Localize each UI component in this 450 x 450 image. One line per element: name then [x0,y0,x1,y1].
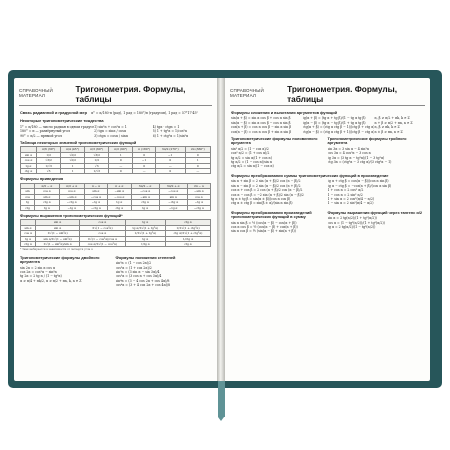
table-cell: 1/√3 [85,169,109,174]
addition-right [374,116,424,134]
table-cell: −cos α [159,189,187,194]
addition-title: Формулы сложения и вычитания аргументов функций [231,110,338,115]
table-cell: −cos α [108,194,131,199]
column-header: π/2 + α [59,183,84,188]
addition-left [231,116,303,134]
table-cell: 0 [155,158,185,163]
formula-line: sin α cos β = ½ (sin(α − β) + sin(α + β)) [231,229,296,234]
table-cell: tg α [21,163,37,168]
table-cell: −tg α [84,200,107,205]
formula-line: sin(α + β) = sin α cos β + cos α sin β [231,116,291,121]
reduction-table [20,183,211,211]
table-cell: tg α [131,205,159,210]
formula-line: cos⁴α = (3 + 4 cos 2α + cos 4α)/8 [115,283,171,288]
formula-line: 90° = π/2 — прямой угол [20,133,62,138]
table-cell: sin α [21,225,36,230]
table-cell: −sin α [108,189,131,194]
identities-block [20,125,211,138]
table-cell: 1 [61,169,85,174]
column-header: sin α [36,220,80,225]
right-page-header [230,84,425,106]
table-cell: ctg α [34,200,59,205]
column-header: cos α [80,220,126,225]
column-header: π + α [108,183,131,188]
table-cell: ±√(1 − cos²α) [80,225,126,230]
table-cell: ctg α/±√(1 + ctg²α) [166,231,211,236]
column-header: 3π/2 (270°) [155,147,185,152]
table-cell: 1/±√(1 + ctg²α) [166,225,211,230]
formula-line: tg α = 2 tg(α/2)/(1 − tg²(α/2)) [327,224,376,229]
table-cell: sin [21,189,35,194]
column-header: π/4 (45°) [61,147,85,152]
identities-title: Некоторые тригонометрические тождества [20,118,104,124]
column-header: π/2 (90°) [109,147,133,152]
formula-line: tg 3α = (3 tg α − tg³α)/(1 − 3 tg²α) [327,155,385,160]
table-cell: 0 [109,169,133,174]
table-cell: −tg α [187,200,210,205]
formula-line: cos 2α = cos²α − sin²α [20,269,57,274]
table-cell: tg [21,200,35,205]
table-cell: 0 [133,163,156,168]
table-cell: tg α/±√(1 + tg²α) [125,225,165,230]
formula-line: cos 3α = 4 cos³α − 3 cos α [327,151,371,156]
table-cell: √3 [37,169,61,174]
table-cell: ±√(1 − cos²α)/cos α [80,236,126,241]
tangent-half-list [328,216,425,229]
power-reduction-list [116,261,212,287]
section-label: СПРАВОЧНЫЙ МАТЕРИАЛ [19,88,53,98]
column-header: tg α [125,220,165,225]
formula-line: 1 − sin α = 2 sin²(π/4 − α/2) [327,201,374,206]
double-arg-list [20,266,116,284]
tangent-half-title: Формулы выражения функций через тангенс α/2 [327,209,423,215]
formula-line: 5) 1 + tg²α = 1/cos²α [152,129,187,134]
formula-line: cos³α = (3 cos α + cos 3α)/4 [115,274,162,279]
values-table-title: Таблица некоторых значений тригонометрических функций [20,140,137,146]
table-row [21,236,211,241]
table-cell: — [109,163,133,168]
sum-to-product-block [231,179,424,205]
page-title: Тригонометрия. Формулы, таблицы [287,84,398,104]
table-cell: tg α [21,236,36,241]
formula-line: sin⁴α = (3 − 4 cos 2α + cos 4α)/8 [115,278,170,283]
formula-line: tg α − ctg β = −cos(α + β)/(cos α sin β) [327,183,392,188]
double-arg-title: Тригонометрические формулы двойного аргумента [20,254,100,265]
expression-title: Формулы выражения тригонометрических функций* [20,212,123,218]
identities-left [20,125,94,138]
reduction-title: Формулы приведения [20,176,64,182]
formula-line: 2) tgα = sinα / cosα [94,129,127,134]
product-to-sum-list [231,221,328,234]
column-header: π (180°) [133,147,156,152]
formula-line: cos(α + β) = cos α cos β − sin α sin β [231,125,292,130]
table-cell: 1/2 [85,158,109,163]
column-header: 3π/2 + α [159,183,187,188]
table-cell: 0 [185,163,210,168]
product-to-sum-title: Формулы преобразования произведений тригонометрических функций в сумму [231,209,312,220]
formula-line: α, β ≠ πk, k ∈ Z [374,125,400,130]
formula-line: tg α/2 = (1 − cos α)/sin α [231,160,272,165]
formula-line: 1 + sin α = 2 cos²(π/4 − α/2) [327,196,375,201]
table-cell: cos α [80,231,126,236]
formula-line: cos(α − β) = cos α cos β + sin α sin β [231,129,292,134]
formula-line: α, β ≠ π/2 + πk, k ∈ Z [374,116,410,121]
book-gutter [217,78,225,381]
formula-line: sin α sin β = ½ (cos(α − β) − cos(α + β)) [231,220,297,225]
formula-line: tg(α − β) = (tg α − tg β)/(1 + tg α tg β) [302,120,366,125]
expression-note: * Знак выбирается в зависимости от четверти угла α [20,248,93,252]
expression-table [20,219,211,247]
formula-line: sin³α = (3 sin α − sin 3α)/4 [115,269,160,274]
section-label: СПРАВОЧНЫЙ МАТЕРИАЛ [230,88,264,98]
table-cell: ctg α [131,200,159,205]
table-cell: sin α [159,194,187,199]
table-cell: 1/±√(1 + tg²α) [125,231,165,236]
table-cell: 1/2 [37,152,61,157]
column-header: π/6 (30°) [37,147,61,152]
table-cell: −sin α [131,194,159,199]
formula-line: 6) 1 + ctg²α = 1/sin²α [152,133,189,138]
table-cell: −cos α [84,194,107,199]
column-header: π/2 − α [34,183,59,188]
formula-line: sin(α − β) = sin α cos β − cos α sin β [231,120,291,125]
table-cell: ±√(1 − sin²α)/sin α [36,241,80,246]
formula-line: sin² α/2 = (1 − cos α)/2 [231,146,269,151]
formula-line: 1 − cos α = 2 sin² α/2 [327,192,363,197]
table-cell: cos [21,194,35,199]
right-page [225,78,430,381]
table-cell: sin α [36,225,80,230]
formula-line: α ≠ π/4 + πk/2, α ≠ π/2 + πn, k, n ∈ Z [20,278,82,283]
table-cell: sin α [21,152,37,157]
formula-line: 4) tgα · ctgα = 1 [152,124,180,129]
formula-line: cos α = (1 − tg²(α/2))/(1 + tg²(α/2)) [327,220,385,225]
identities-mid [94,125,152,138]
column-header: π − α [84,183,107,188]
formula-line: ctg α ± ctg β = sin(β ± α)/(sin α sin β) [231,201,293,206]
sum-to-product-right [328,179,425,205]
formula-line: cos α − cos β = −2 sin (α + β)/2 sin (α − β)/2 [231,192,304,197]
table-row [21,205,211,210]
formula-line: sin²α = (1 − cos 2α)/2 [115,261,152,266]
table-cell: tg α [125,236,165,241]
formula-line: tg α ± tg β = sin(α ± β)/(cos α cos β) [231,196,291,201]
table-cell: 0 [109,158,133,163]
power-reduction-title: Формулы понижения степеней [115,254,176,260]
table-cell: cos α [187,194,210,199]
left-page-header [19,84,212,106]
triple-arg-title: Тригонометрические формулы тройного аргумента [327,136,407,146]
formula-line: 1) sin²α + cos²α = 1 [94,124,127,129]
table-cell: −ctg α [84,205,107,210]
table-cell: tg α [34,205,59,210]
table-cell: cos α/±√(1 − cos²α) [80,241,126,246]
table-cell: 0 [185,152,210,157]
identities-right [153,125,211,138]
table-cell: cos α [59,189,84,194]
triple-arg-list [328,147,425,165]
formula-line: tg α/2 = sin α/(1 + cos α) [231,155,272,160]
half-arg-list [231,147,328,169]
formula-line: ctg 3α = (ctg³α − 3 ctg α)/(3 ctg²α − 1) [327,160,392,165]
formula-line: 1° = π/180 — число радиан в одном градусе [20,124,95,129]
formula-line: cos α cos β = ½ (cos(α − β) + cos(α + β)) [231,224,298,229]
page-title: Тригонометрия. Формулы, таблицы [75,84,186,104]
formula-line: tg(α + β) = (tg α + tg β)/(1 − tg α tg β) [302,116,366,121]
table-cell: sin α [84,189,107,194]
formula-line: 180° = π — развёрнутый угол [20,129,71,134]
formula-line: sin α − sin β = 2 sin (α − β)/2 cos (α + β)/2 [231,183,301,188]
table-cell: ctg [21,205,35,210]
table-cell: √2/2 [61,152,85,157]
table-cell: √3/2 [37,158,61,163]
addition-block [231,116,424,134]
formula-line: ctg α/2 = sin α/(1 − cos α) [231,164,274,169]
formula-line: cos α + cos β = 2 cos (α + β)/2 cos (α − β)/2 [231,188,303,193]
radian-formula: α° = α/180·π (рад), 1 рад = 180°/π (градусов), 1 рад ≈ 57°17'45" [90,111,198,115]
table-cell: −ctg α [59,200,84,205]
sum-to-product-title: Формулы преобразования суммы тригонометрических функций в произведение [231,172,389,178]
values-table [20,146,211,174]
table-cell: ±√(1 − sin²α) [36,231,80,236]
table-cell: ctg α [166,241,211,246]
table-cell: 1/ctg α [166,236,211,241]
table-cell: 1 [109,152,133,157]
formula-line: sin α = 2 tg(α/2)/(1 + tg²(α/2)) [327,216,377,221]
table-cell: cos α [21,158,37,163]
table-row [21,169,211,174]
table-cell: −sin α [59,194,84,199]
formula-line: ctg(α − β) = (ctg α ctg β + 1)/(ctg β − ctg α) [302,129,375,134]
left-page [14,78,217,381]
column-header: 2π (360°) [185,147,210,152]
formula-line: sin 2α = 2 sin α cos α [20,265,56,270]
table-cell: 1/√3 [37,163,61,168]
column-header: 2π − α [187,183,210,188]
table-cell: −1 [155,152,185,157]
table-cell: 1/tg α [125,241,165,246]
formula-line: tg 2α = 2 tg α / (1 − tg²α) [20,274,62,279]
table-cell: tg α [108,200,131,205]
formula-line: 3) ctgα = cosα / sinα [94,133,128,138]
formula-line: cos² α/2 = (1 + cos α)/2 [231,151,270,156]
formula-line: tg α + ctg β = cos(α − β)/(cos α sin β) [327,179,389,184]
column-header: π/3 (60°) [85,147,109,152]
table-cell: — [155,163,185,168]
table-cell: √3 [85,163,109,168]
table-cell: −sin α [187,189,210,194]
table-cell: — [133,169,156,174]
table-cell: ctg α [21,241,36,246]
table-cell: −ctg α [159,200,187,205]
table-cell: cos α [34,189,59,194]
table-cell: √2/2 [61,158,85,163]
column-header: 3π/2 − α [131,183,159,188]
formula-line: α + β ≠ π/2 + πn, n ∈ Z [374,120,413,125]
table-cell: −tg α [59,205,84,210]
bookmark-ribbon[interactable] [218,381,225,417]
column-header: ctg α [166,220,211,225]
table-cell: — [185,169,210,174]
formula-line: sin α + sin β = 2 sin (α + β)/2 cos (α − β)/2 [231,179,301,184]
table-cell: −cos α [131,189,159,194]
table-cell: √3/2 [85,152,109,157]
table-cell: −tg α [159,205,187,210]
formula-line: α ± β ≠ πn, n ∈ Z [374,129,403,134]
table-row [21,241,211,246]
table-cell: 0 [133,152,156,157]
table-cell: sin α/±√(1 − sin²α) [36,236,80,241]
formula-line: 1 + cos α = 2 cos² α/2 [327,188,364,193]
sum-to-product-left [231,179,328,205]
half-arg-title: Тригонометрические формулы половинного аргумента [231,136,318,146]
table-cell: cos α [21,231,36,236]
addition-mid [303,116,375,134]
table-cell: −1 [133,158,156,163]
table-cell: sin α [34,194,59,199]
radian-title: Связь радианной и градусной мер [20,110,87,115]
table-cell: ctg α [108,205,131,210]
formula-line: cos²α = (1 + cos 2α)/2 [115,265,152,270]
formula-line: sin 3α = 3 sin α − 4 sin³α [327,146,369,151]
table-cell: −ctg α [187,205,210,210]
table-cell: 1 [61,163,85,168]
table-cell: 1 [185,158,210,163]
table-cell: ctg α [21,169,37,174]
table-cell: 0 [155,169,185,174]
formula-line: ctg(α + β) = (ctg α ctg β − 1)/(ctg β + ctg α) [302,125,375,130]
